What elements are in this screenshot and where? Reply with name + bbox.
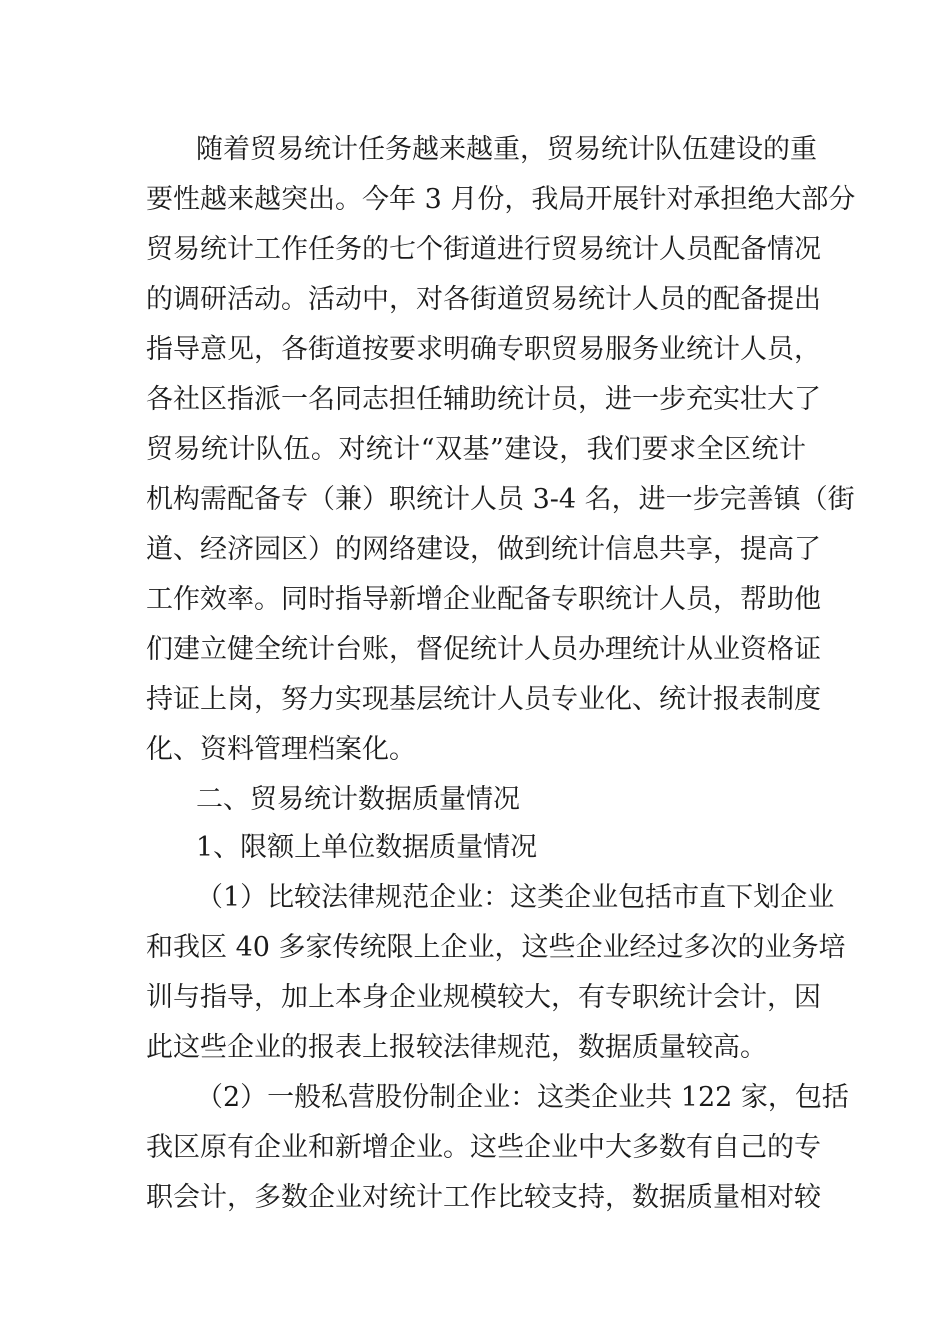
paragraph-line: 工作效率。同时指导新增企业配备专职统计人员，帮助他 [146, 584, 821, 615]
paragraph-line: 化、资料管理档案化。 [146, 734, 416, 765]
paragraph-line: 随着贸易统计任务越来越重，贸易统计队伍建设的重 [196, 134, 817, 165]
paragraph-line: 道、经济园区）的网络建设，做到统计信息共享，提高了 [146, 534, 821, 565]
paragraph-line: 训与指导，加上本身企业规模较大，有专职统计会计，因 [146, 982, 821, 1013]
paragraph-line: 贸易统计工作任务的七个街道进行贸易统计人员配备情况 [146, 234, 821, 265]
paragraph-line: 职会计，多数企业对统计工作比较支持，数据质量相对较 [146, 1182, 821, 1213]
paragraph-line: 我区原有企业和新增企业。这些企业中大多数有自己的专 [146, 1132, 821, 1163]
paragraph-line: 指导意见，各街道按要求明确专职贸易服务业统计人员， [146, 334, 821, 365]
paragraph-line: 机构需配备专（兼）职统计人员 3-4 名，进一步完善镇（街 [146, 484, 855, 515]
paragraph-line: （2）一般私营股份制企业：这类企业共 122 家，包括 [196, 1082, 849, 1113]
subsection-heading: 1、限额上单位数据质量情况 [196, 832, 538, 863]
paragraph-line: 此这些企业的报表上报较法律规范，数据质量较高。 [146, 1032, 767, 1063]
section-heading: 二、贸易统计数据质量情况 [196, 784, 520, 815]
paragraph-line: 的调研活动。活动中，对各街道贸易统计人员的配备提出 [146, 284, 821, 315]
paragraph-line: （1）比较法律规范企业：这类企业包括市直下划企业 [196, 882, 835, 913]
paragraph-line: 和我区 40 多家传统限上企业，这些企业经过多次的业务培 [146, 932, 846, 963]
paragraph-line: 持证上岗，努力实现基层统计人员专业化、统计报表制度 [146, 684, 821, 715]
paragraph-line: 们建立健全统计台账，督促统计人员办理统计从业资格证 [146, 634, 821, 665]
paragraph-line: 各社区指派一名同志担任辅助统计员，进一步充实壮大了 [146, 384, 821, 415]
paragraph-line: 贸易统计队伍。对统计“双基”建设，我们要求全区统计 [146, 434, 806, 465]
paragraph-line: 要性越来越突出。今年 3 月份，我局开展针对承担绝大部分 [146, 184, 856, 215]
